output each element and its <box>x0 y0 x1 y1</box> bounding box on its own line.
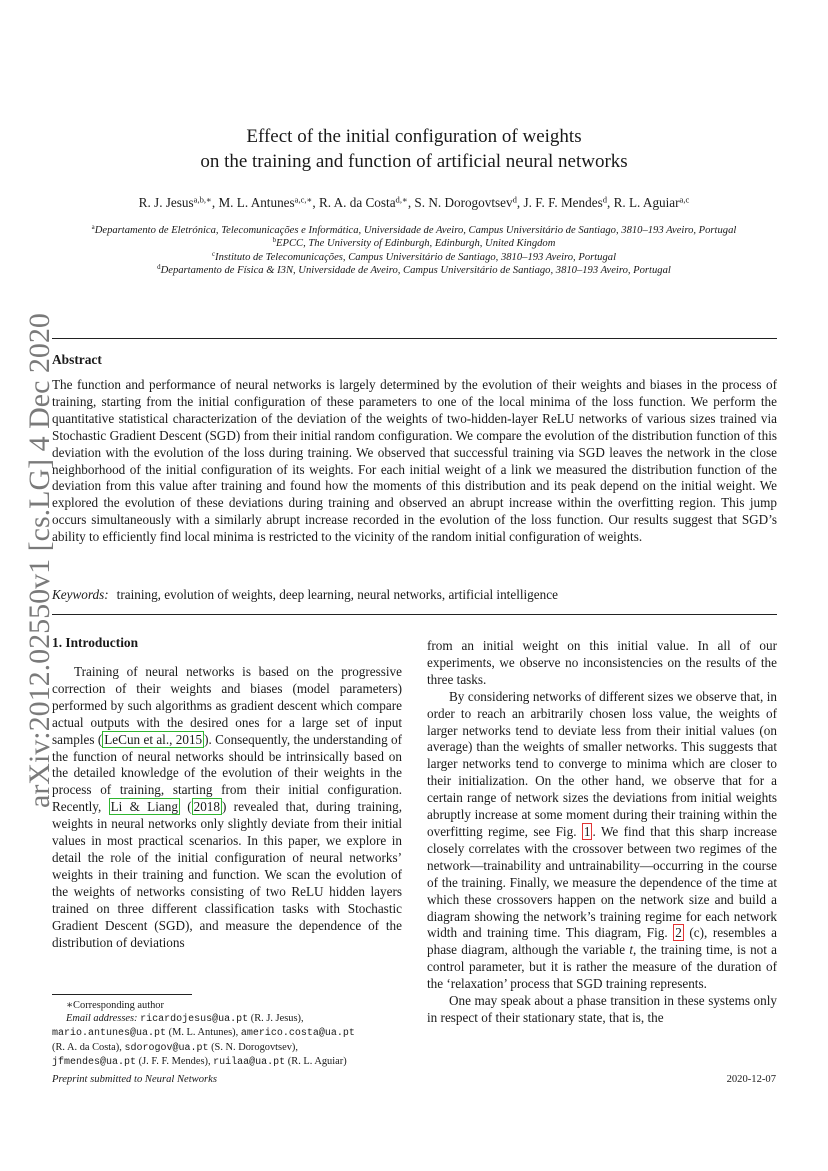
author-list: R. J. Jesus$^{a,b,∗}$, M. L. Antunes$^{a,c,∗}$, R. A. da Costa$^{d,∗}$, S. N. Dorogovtsev$^d$, J. F. F. Mendes$^d$, R. L. Aguiar$^{a,c}$ <box>138 194 690 210</box>
citation-link[interactable]: 2018 <box>193 799 220 815</box>
email-link[interactable]: ruilaa@ua.pt <box>213 1056 286 1068</box>
intro-left-column <box>52 664 402 951</box>
figure-ref-link[interactable]: 1 <box>583 823 591 839</box>
affiliation: $^a$Departamento de Eletrónica, Telecomunicações e Informática, Universidade de Aveiro, Campus Universitário de Santiago, 3810–193 Aveiro, Portugal <box>91 224 737 236</box>
email-addresses: Email addresses: ricardojesus@ua.pt (R. J. Jesus), <box>66 1013 304 1026</box>
title-line-1: Effect of the initial configuration of weights <box>246 126 582 147</box>
email-link[interactable]: jfmendes@ua.pt <box>52 1056 137 1068</box>
affiliations <box>50 224 778 278</box>
section-heading-introduction: 1. Introduction <box>52 635 139 650</box>
author: R. L. Aguiar$^{a,c}$ <box>613 194 690 210</box>
intro-paragraph: By considering networks of different sizes we observe that, in order to reach an arbitrarily chosen loss value, the weights of larger networks tend to deviate less from their initial values (on average) than the weights of smaller networks. This suggests that larger networks tend to converge to minima which are closer to their initialization. On the other hand, we observe that for a certain range of network sizes the deviations from initial weights abruptly increase at some moment during their training within the overfitting regime, see Fig. 1 . We find that this sharp increase closely correlates with the crossover between two regimes of the network—trainability and untrainability—occurring in the course of the training. Finally, we measure the dependence of the time at which these crossovers happen on the network size and build a diagram showing the network’s training regime for each network width and training time. This diagram, Fig. 2 (c), resembles a phase diagram, although the variable t, the training time, is not a control parameter, but it is rather the measure of the duration of the ‘relaxation’ process that SGD training represents. <box>427 688 777 992</box>
author: R. A. da Costa$^{d,∗}$ <box>318 194 408 210</box>
affiliation: $^b$EPCC, The University of Edinburgh, Edinburgh, United Kingdom <box>272 237 556 250</box>
intro-paragraph: Training of neural networks is based on the progressive correction of their weights and biases (model parameters) performed by such algorithms as gradient descent which compare actual outputs with the desired ones for a large set of input samples ( LeCun et al., 2015 ). Consequently, the understanding of the function of neural networks should be intrinsically based on the detailed knowledge of the evolution of their weights in the process of training, starting from their initial configuration. Recently, Li & Liang ( 2018 ) revealed that, during training, weights in neural networks only slightly deviate from their initial values in most practical scenarios. In this paper, we explore in detail the role of the initial configuration of neural networks’ weights in their training and function. We scan the evolution of the weights of networks consisting of two ReLU hidden layers trained on three different classification tasks with Stochastic Gradient Descent (SGD), and measure the dependence of the distribution of deviations <box>52 664 402 950</box>
email-addresses-cont: mario.antunes@ua.pt (M. L. Antunes), americo.costa@ua.pt <box>52 1027 355 1040</box>
email-link[interactable]: americo.costa@ua.pt <box>240 1028 355 1040</box>
author: R. J. Jesus$^{a,b,∗}$ <box>138 194 212 210</box>
abstract-top-rule <box>52 338 777 339</box>
footer-preprint-note: Preprint submitted to Neural Networks <box>52 1074 217 1085</box>
abstract-heading: Abstract <box>52 352 102 367</box>
email-addresses-cont: jfmendes@ua.pt (J. F. F. Mendes), ruilaa@ua.pt (R. L. Aguiar) <box>52 1055 347 1068</box>
figure-ref-link[interactable]: 2 <box>675 925 682 941</box>
title-line-2: on the training and function of artificial neural networks <box>200 151 628 172</box>
footnote-rule <box>52 994 192 995</box>
affiliation: $^c$Instituto de Telecomunicações, Campus Universitário de Santiago, 3810–193 Aveiro, Portugal <box>211 251 617 263</box>
corresponding-author-note: ∗Corresponding author <box>66 1000 164 1011</box>
intro-paragraph: One may speak about a phase transition in these systems only in respect of their stationary state, that is, the <box>427 993 777 1025</box>
email-link[interactable]: sdorogov@ua.pt <box>124 1042 209 1054</box>
author: S. N. Dorogovtsev$^d$ <box>414 194 517 210</box>
keywords <box>52 587 777 603</box>
paper-title <box>0 124 828 174</box>
footer-date: 2020-12-07 <box>726 1074 776 1085</box>
arxiv-sidebar-stamp: arXiv:2012.02550v1 [cs.LG] 4 Dec 2020 <box>23 313 56 808</box>
keywords-text: training, evolution of weights, deep learning, neural networks, artificial intelligence <box>116 587 558 602</box>
abstract-bottom-rule <box>52 614 777 615</box>
intro-paragraph: from an initial weight on this initial value. In all of our experiments, we observe no inconsistencies on the results of the three tasks. <box>427 638 777 687</box>
citation-link[interactable]: Li & Liang <box>110 799 178 815</box>
affiliation: $^d$Departamento de Física & I3N, Universidade de Aveiro, Campus Universitário de Santiago, 3810–193 Aveiro, Portugal <box>157 264 671 277</box>
author: J. F. F. Mendes$^d$ <box>523 194 608 210</box>
email-addresses-cont: (R. A. da Costa), sdorogov@ua.pt (S. N. Dorogovtsev), <box>52 1041 298 1054</box>
author: M. L. Antunes$^{a,c,∗}$ <box>218 194 313 210</box>
abstract-text: The function and performance of neural networks is largely determined by the evolution of their weights and biases in the process of training, starting from the initial configuration of these parameters to one of the local minima of the loss function. We perform the quantitative statistical characterization of the deviation of the weights of two-hidden-layer ReLU networks of various sizes trained via Stochastic Gradient Descent (SGD) from their initial random configuration. We compare the evolution of the distribution function of this deviation with the evolution of the loss during training. We observed that successful training via SGD leaves the network in the close neighborhood of the initial configuration of its weights. For each initial weight of a link we measured the distribution function of the deviation from this value after training and found how the moments of this distribution and its peak depend on the initial weight. We explored the evolution of these deviations during training and observed an abrupt increase within the overfitting region. This jump occurs simultaneously with a similarly abrupt increase recorded in the evolution of the loss function. Our results suggest that SGD’s ability to efficiently find local minima is restricted to the vicinity of the random initial configuration of weights. <box>52 377 777 545</box>
citation-link[interactable]: LeCun et al., 2015 <box>104 731 203 747</box>
footnote <box>52 994 402 1069</box>
keywords-label: Keywords: <box>52 587 109 602</box>
email-link[interactable]: mario.antunes@ua.pt <box>52 1028 167 1040</box>
intro-right-column <box>427 638 777 1027</box>
email-link[interactable]: ricardojesus@ua.pt <box>140 1014 249 1026</box>
